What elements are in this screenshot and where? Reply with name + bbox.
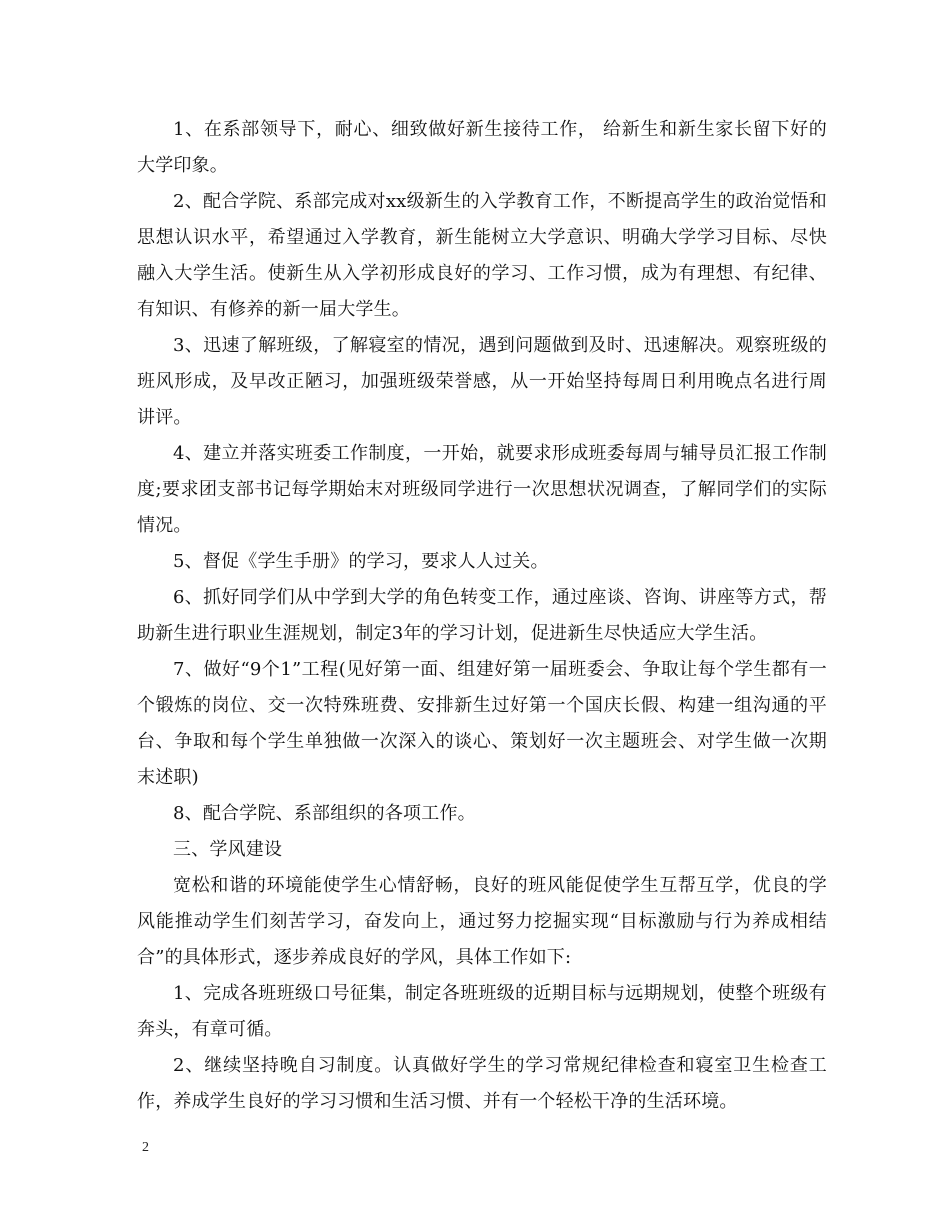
paragraph-3: 3、迅速了解班级，了解寝室的情况，遇到问题做到及时、迅速解决。观察班级的班风形成，及早改正陋习，加强班级荣誉感，从一开始坚持每周日利用晚点名进行周讲评。: [137, 335, 827, 428]
paragraph-1: 1、在系部领导下，耐心、细致做好新生接待工作， 给新生和新生家长留下好的大学印象。: [137, 119, 827, 176]
paragraph-5: 5、督促《学生手册》的学习，要求人人过关。: [173, 551, 549, 572]
page-number: 2: [142, 1140, 149, 1155]
document-body: [137, 112, 827, 1120]
section-heading: 三、学风建设: [173, 839, 283, 860]
paragraph-9: 1、完成各班班级口号征集，制定各班班级的近期目标与远期规划，使整个班级有奔头，有章可循。: [137, 983, 827, 1040]
paragraph-8: 8、配合学院、系部组织的各项工作。: [173, 803, 476, 824]
paragraph-10: 2、继续坚持晚自习制度。认真做好学生的学习常规纪律检查和寝室卫生检查工作，养成学生良好的学习习惯和生活习惯、并有一个轻松干净的生活环境。: [137, 1055, 827, 1112]
paragraph-2: 2、配合学院、系部完成对xx级新生的入学教育工作，不断提高学生的政治觉悟和思想认识水平，希望通过入学教育，新生能树立大学意识、明确大学学习目标、尽快融入大学生活。使新生从入学初形成良好的学习、工作习惯，成为有理想、有纪律、有知识、有修养的新一届大学生。: [137, 191, 827, 320]
paragraph-7: 7、做好“9个1”工程(见好第一面、组建好第一届班委会、争取让每个学生都有一个锻炼的岗位、交一次特殊班费、安排新生过好第一个国庆长假、构建一组沟通的平台、争取和每个学生单独做一次深入的谈心、策划好一次主题班会、对学生做一次期末述职): [137, 659, 827, 788]
paragraph-6: 6、抓好同学们从中学到大学的角色转变工作，通过座谈、咨询、讲座等方式，帮助新生进行职业生涯规划，制定3年的学习计划，促进新生尽快适应大学生活。: [137, 587, 827, 644]
paragraph-4: 4、建立并落实班委工作制度，一开始，就要求形成班委每周与辅导员汇报工作制度;要求团支部书记每学期始末对班级同学进行一次思想状况调查，了解同学们的实际情况。: [137, 443, 827, 536]
paragraph-intro: 宽松和谐的环境能使学生心情舒畅，良好的班风能促使学生互帮互学，优良的学风能推动学生们刻苦学习，奋发向上，通过努力挖掘实现“目标激励与行为养成相结合”的具体形式，逐步养成良好的学风，具体工作如下:: [137, 875, 827, 968]
